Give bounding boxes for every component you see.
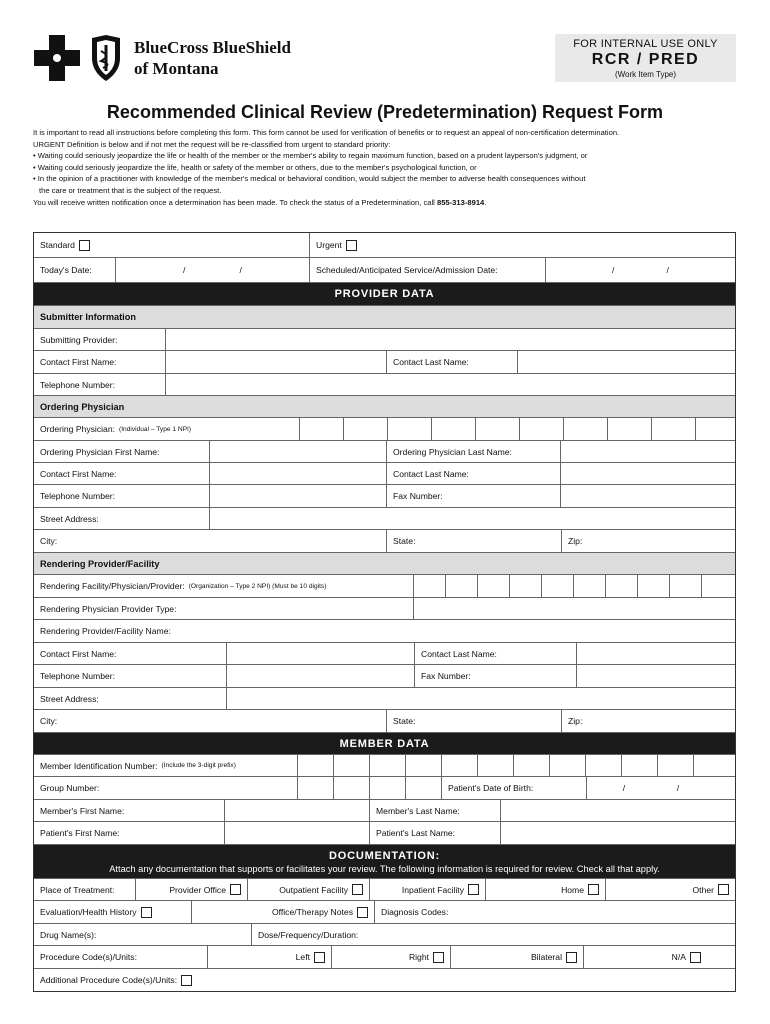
submitting-provider-label: Submitting Provider: [34, 329, 166, 350]
ordering-state-field[interactable] [387, 530, 562, 552]
id-digit-box[interactable] [298, 755, 334, 776]
rendering-name-label: Rendering Provider/Facility Name: [40, 626, 171, 636]
standard-option[interactable] [34, 233, 310, 257]
ordering-first-label: Ordering Physician First Name: [34, 441, 210, 462]
status-text: You will receive written notification once a determination has been made. To check the status of a Predetermination, call [33, 197, 435, 207]
npi-digit-box[interactable] [696, 418, 735, 440]
ordering-city-row [34, 530, 735, 553]
contact-first-field[interactable] [166, 351, 387, 373]
id-digit-box[interactable] [586, 755, 622, 776]
ordering-zip-field[interactable] [562, 530, 735, 552]
ordering-npi-note: (Individual – Type 1 NPI) [119, 425, 192, 433]
outpatient-option[interactable] [248, 879, 370, 900]
eval-row [34, 901, 735, 924]
id-digit-box[interactable] [406, 755, 442, 776]
ordering-last-field[interactable] [561, 441, 735, 462]
rendering-contact-first-label: Contact First Name: [34, 643, 227, 664]
rendering-fax-label: Fax Number: [415, 665, 577, 687]
rendering-phone-row [34, 665, 735, 688]
group-box[interactable] [298, 777, 334, 799]
logo-text [134, 37, 291, 79]
shield-logo-icon [88, 34, 124, 82]
eval-history-label: Evaluation/Health History [40, 907, 137, 917]
standard-label: Standard [40, 240, 75, 250]
submitting-provider-field[interactable] [166, 329, 735, 350]
ordering-street-field[interactable] [210, 508, 735, 529]
dates-row [34, 258, 735, 283]
id-digit-box[interactable] [550, 755, 586, 776]
rendering-street-label: Street Address: [34, 688, 227, 709]
ordering-phone-label: Telephone Number: [34, 485, 210, 507]
work-item-type-label: (Work Item Type) [614, 70, 677, 79]
office-notes-option[interactable] [192, 901, 375, 923]
procedure-row [34, 946, 735, 969]
status-period: . [484, 197, 487, 207]
id-digit-box[interactable] [514, 755, 550, 776]
id-digit-box[interactable] [334, 755, 370, 776]
additional-codes-label: Additional Procedure Code(s)/Units: [40, 975, 178, 985]
documentation-band [34, 845, 735, 879]
left-label: Left [295, 952, 310, 962]
status-phone: 855-313-8914 [436, 197, 485, 207]
additional-codes-row [34, 969, 735, 991]
patient-last-label: Patient's Last Name: [370, 822, 501, 844]
date-sep-2: / [239, 265, 242, 275]
group-box[interactable] [370, 777, 406, 799]
id-digit-box[interactable] [370, 755, 406, 776]
other-label: Other [692, 884, 714, 895]
rendering-street-field[interactable] [227, 688, 735, 709]
ordering-phone-field[interactable] [210, 485, 387, 507]
submitter-phone-row [34, 374, 735, 396]
ordering-street-row [34, 508, 735, 530]
ordering-physician-label: Ordering Physician: [40, 424, 115, 434]
scheduled-date-field[interactable] [546, 258, 735, 282]
rendering-contact-last-field[interactable] [577, 643, 735, 664]
urgent-label: Urgent [316, 240, 342, 250]
dose-field[interactable] [252, 924, 735, 945]
ordering-state-label: State: [393, 536, 416, 546]
rendering-type-label: Rendering Physician Provider Type: [34, 598, 414, 619]
rendering-provider-heading: Rendering Provider/Facility [34, 553, 735, 574]
member-data-heading: MEMBER DATA [34, 733, 735, 754]
provider-office-label: Provider Office [169, 884, 226, 895]
na-checkbox[interactable] [690, 952, 701, 963]
group-label: Group Number: [34, 777, 298, 799]
intro-paragraph-3 [33, 197, 733, 209]
npi-digit-box[interactable] [476, 418, 520, 440]
additional-codes-option[interactable] [34, 969, 735, 991]
rendering-provider-row [34, 553, 735, 575]
left-checkbox[interactable] [314, 952, 325, 963]
patient-first-field[interactable] [225, 822, 370, 844]
bilateral-label: Bilateral [530, 952, 562, 962]
documentation-heading-cell [34, 845, 735, 878]
documentation-heading: DOCUMENTATION: [328, 849, 440, 862]
date-sep-3: / [612, 265, 615, 275]
rendering-contact-first-field[interactable] [227, 643, 415, 664]
npi-digit-box[interactable] [432, 418, 476, 440]
npi-digit-box[interactable] [478, 575, 510, 597]
urgent-checkbox[interactable] [346, 240, 357, 251]
instructions [33, 127, 733, 208]
npi-digit-box[interactable] [344, 418, 388, 440]
logo-line-2: of Montana [134, 59, 219, 78]
ordering-contact-row [34, 463, 735, 485]
dose-label: Dose/Frequency/Duration: [258, 929, 359, 940]
eval-history-checkbox[interactable] [141, 907, 152, 918]
rendering-contact-row [34, 643, 735, 665]
member-id-label: Member Identification Number: [40, 760, 158, 771]
rendering-state-field[interactable] [387, 710, 562, 732]
rendering-name-row [34, 620, 735, 643]
inpatient-checkbox[interactable] [468, 884, 479, 895]
outpatient-label: Outpatient Facility [279, 884, 348, 895]
ordering-physician-row [34, 396, 735, 418]
member-name-row [34, 800, 735, 822]
home-option[interactable] [486, 879, 606, 900]
member-last-field[interactable] [501, 800, 735, 821]
ordering-fax-label: Fax Number: [387, 485, 561, 507]
dob-field[interactable] [587, 777, 735, 799]
urgent-option[interactable] [310, 233, 735, 257]
urgent-bullet-2: • Waiting could seriously jeopardize the life, health or safety of the member or others, due to the member's psychological function, or [33, 162, 477, 172]
id-digit-box[interactable] [694, 755, 735, 776]
npi-digit-box[interactable] [670, 575, 702, 597]
drug-names-label: Drug Name(s): [40, 929, 97, 940]
right-checkbox[interactable] [433, 952, 444, 963]
dob-sep-1: / [622, 783, 626, 793]
contact-last-field[interactable] [518, 351, 735, 373]
office-notes-label: Office/Therapy Notes [271, 907, 353, 917]
rendering-city-field[interactable] [34, 710, 387, 732]
urgent-bullet-3: • In the opinion of a practitioner with knowledge of the member's medical or behavioral condition, would subject the member to adverse health consequences without [33, 174, 586, 184]
procedure-codes-label: Procedure Code(s)/Units: [34, 946, 208, 968]
bilateral-option[interactable] [451, 946, 584, 968]
submitter-contact-row [34, 351, 735, 374]
other-option[interactable] [606, 879, 735, 900]
npi-digit-box[interactable] [388, 418, 432, 440]
ordering-last-label: Ordering Physician Last Name: [387, 441, 561, 462]
ordering-npi-row [34, 418, 735, 441]
rendering-npi-boxes[interactable] [414, 575, 735, 597]
member-last-label: Member's Last Name: [370, 800, 501, 821]
ordering-contact-last-label: Contact Last Name: [387, 463, 561, 484]
npi-digit-box[interactable] [574, 575, 606, 597]
ordering-first-field[interactable] [210, 441, 387, 462]
ordering-city-label: City: [40, 536, 58, 546]
diagnosis-codes-label: Diagnosis Codes: [381, 907, 449, 917]
left-option[interactable] [208, 946, 332, 968]
rendering-state-label: State: [393, 716, 416, 726]
id-digit-box[interactable] [658, 755, 694, 776]
additional-codes-checkbox[interactable] [181, 975, 192, 986]
submitter-info-heading: Submitter Information [34, 306, 735, 328]
npi-digit-box[interactable] [606, 575, 638, 597]
ordering-npi-label [34, 418, 300, 440]
rendering-phone-field[interactable] [227, 665, 415, 687]
ordering-contact-first-label: Contact First Name: [34, 463, 210, 484]
npi-digit-box[interactable] [652, 418, 696, 440]
inpatient-option[interactable] [370, 879, 486, 900]
na-label: N/A [671, 952, 686, 962]
member-id-row [34, 755, 735, 777]
npi-digit-box[interactable] [702, 575, 735, 597]
date-sep-1: / [183, 265, 186, 275]
npi-digit-box[interactable] [510, 575, 542, 597]
dob-sep-2: / [676, 783, 680, 793]
provider-data-heading: PROVIDER DATA [34, 283, 735, 305]
member-data-band [34, 733, 735, 755]
right-label: Right [408, 952, 429, 962]
rendering-city-row [34, 710, 735, 733]
urgent-bullet-1: • Waiting could seriously jeopardize the life or health of the member or the member's ability to regain maximum function, based on a prudent layperson's judgment, or [33, 151, 588, 161]
provider-office-checkbox[interactable] [230, 884, 241, 895]
bilateral-checkbox[interactable] [566, 952, 577, 963]
member-id-boxes[interactable] [298, 755, 735, 776]
rendering-type-field[interactable] [414, 598, 735, 619]
scheduled-date-label: Scheduled/Anticipated Service/Admission Date: [310, 258, 546, 282]
request-form [33, 232, 736, 992]
npi-digit-box[interactable] [608, 418, 652, 440]
home-label: Home [561, 884, 584, 895]
ordering-physician-heading: Ordering Physician [34, 396, 735, 417]
date-sep-4: / [666, 265, 669, 275]
id-digit-box[interactable] [442, 755, 478, 776]
rendering-type-row [34, 598, 735, 620]
ordering-contact-last-field[interactable] [561, 463, 735, 484]
member-first-label: Member's First Name: [34, 800, 225, 821]
id-digit-box[interactable] [478, 755, 514, 776]
rendering-street-row [34, 688, 735, 710]
ordering-name-row [34, 441, 735, 463]
place-of-treatment-label: Place of Treatment: [34, 879, 136, 900]
rendering-fax-field[interactable] [577, 665, 735, 687]
ordering-city-field[interactable] [34, 530, 387, 552]
right-option[interactable] [332, 946, 451, 968]
rendering-npi-row [34, 575, 735, 598]
documentation-note: Attach any documentation that supports or facilitates your review. The following information is required for review. Check all that apply. [109, 863, 660, 874]
page-title: Recommended Clinical Review (Predetermination) Request Form [106, 102, 664, 122]
rendering-city-label: City: [40, 716, 58, 726]
submitter-info-row [34, 306, 735, 329]
rendering-npi-label [34, 575, 414, 597]
ordering-fax-field[interactable] [561, 485, 735, 507]
patient-name-row [34, 822, 735, 845]
todays-date-field[interactable] [116, 258, 310, 282]
urgent-bullet-3-cont: the care or treatment that is the subject of the request. [39, 185, 222, 195]
diagnosis-codes-field[interactable] [375, 901, 735, 923]
outpatient-checkbox[interactable] [352, 884, 363, 895]
npi-digit-box[interactable] [520, 418, 564, 440]
patient-first-label: Patient's First Name: [34, 822, 225, 844]
ordering-street-label: Street Address: [34, 508, 210, 529]
member-id-note: (Include the 3-digit prefix) [161, 762, 236, 769]
rendering-contact-last-label: Contact Last Name: [415, 643, 577, 664]
drug-names-field[interactable] [34, 924, 252, 945]
intro-paragraph-1: It is important to read all instructions before completing this form. This form cannot be used for verification of benefits or to request an appeal of non-certification determination. [33, 128, 620, 137]
rendering-facility-label: Rendering Facility/Physician/Provider: [40, 581, 185, 591]
rendering-zip-field[interactable] [562, 710, 735, 732]
logo [34, 30, 291, 86]
intro-paragraph-2: URGENT Definition is below and if not met the request will be re-classified from urgent to standard priority: [33, 139, 391, 149]
standard-checkbox[interactable] [79, 240, 90, 251]
todays-date-label: Today's Date: [34, 258, 116, 282]
rendering-phone-label: Telephone Number: [34, 665, 227, 687]
drug-row [34, 924, 735, 946]
priority-row [34, 233, 735, 258]
patient-last-field[interactable] [501, 822, 735, 844]
telephone-label: Telephone Number: [34, 374, 166, 395]
npi-digit-box[interactable] [542, 575, 574, 597]
internal-use-label: FOR INTERNAL USE ONLY [573, 38, 718, 50]
group-box[interactable] [334, 777, 370, 799]
ordering-zip-label: Zip: [568, 536, 583, 546]
inpatient-label: Inpatient Facility [401, 884, 464, 895]
work-item-code: RCR / PRED [591, 51, 700, 68]
submitting-provider-row [34, 329, 735, 351]
telephone-field[interactable] [166, 374, 735, 395]
internal-use-box [555, 34, 736, 82]
logo-line-1: BlueCross BlueShield [134, 38, 291, 57]
npi-digit-box[interactable] [564, 418, 608, 440]
cross-logo-icon [34, 35, 80, 81]
ordering-contact-first-field[interactable] [210, 463, 387, 484]
office-notes-checkbox[interactable] [357, 907, 368, 918]
contact-first-label: Contact First Name: [34, 351, 166, 373]
place-of-treatment-row [34, 879, 735, 901]
home-checkbox[interactable] [588, 884, 599, 895]
group-row [34, 777, 735, 800]
provider-office-option[interactable] [136, 879, 248, 900]
id-digit-box[interactable] [622, 755, 658, 776]
npi-digit-box[interactable] [638, 575, 670, 597]
provider-data-band [34, 283, 735, 306]
na-option[interactable] [584, 946, 735, 968]
group-box[interactable] [406, 777, 442, 799]
dob-label: Patient's Date of Birth: [442, 777, 587, 799]
ordering-npi-boxes[interactable] [300, 418, 735, 440]
rendering-zip-label: Zip: [568, 716, 583, 726]
contact-last-label: Contact Last Name: [387, 351, 518, 373]
member-id-label-cell [34, 755, 298, 776]
rendering-name-field[interactable] [34, 620, 735, 642]
npi-digit-box[interactable] [300, 418, 344, 440]
eval-history-option[interactable] [34, 901, 192, 923]
other-checkbox[interactable] [718, 884, 729, 895]
npi-digit-box[interactable] [414, 575, 446, 597]
member-first-field[interactable] [225, 800, 370, 821]
rendering-npi-note: (Organization – Type 2 NPI) (Must be 10 digits) [188, 582, 327, 590]
ordering-phone-row [34, 485, 735, 508]
npi-digit-box[interactable] [446, 575, 478, 597]
